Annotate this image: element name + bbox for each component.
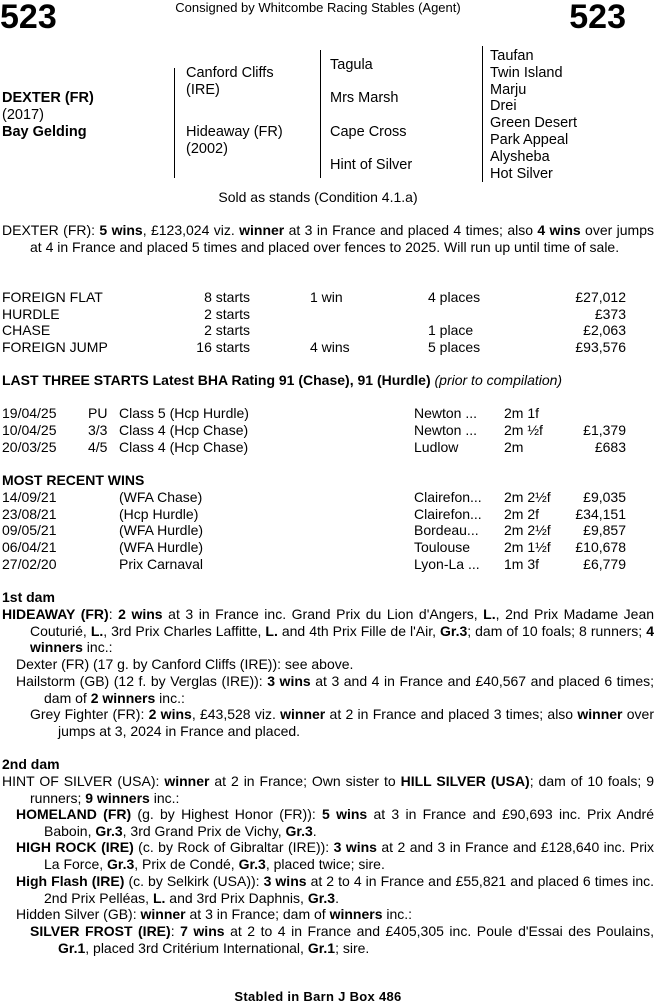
second-dam-main: HINT OF SILVER (USA): winner at 2 in France; Own sister to HILL SILVER (USA); dam of 10 foals; 9 runners; 9 winners inc.: [2, 773, 654, 806]
win-row: 27/02/20 Prix Carnaval Lyon-La ... 1m 3f £6,779 [2, 556, 626, 572]
consignor: Consigned by Whitcombe Racing Stables (Agent) [175, 0, 461, 15]
pedigree-divider-3 [482, 46, 483, 182]
first-dam-progeny-hailstorm: Hailstorm (GB) (12 f. by Verglas (IRE)): 3 wins at 3 and 4 in France and £40,567 and placed 6 times; dam of 2 winners inc.: [16, 673, 654, 706]
career-row: FOREIGN FLAT 8 starts 1 win 4 places £27,012 [2, 289, 626, 305]
pedigree-dam: Hideaway (FR) (2002) [186, 124, 283, 157]
win-row: 09/05/21 (WFA Hurdle) Bordeau... 2m 2½f £9,857 [2, 522, 626, 538]
win-row: 23/08/21 (Hcp Hurdle) Clairefon... 2m 2f £34,151 [2, 506, 626, 522]
lot-number-right: 523 [569, 0, 626, 36]
second-dam-progeny-hidden-silver: Hidden Silver (GB): winner at 3 in France; dam of winners inc.: [16, 906, 413, 922]
pedigree-gen3-1: Tagula [330, 57, 373, 73]
career-row: FOREIGN JUMP 16 starts 4 wins 5 places £93,576 [2, 339, 626, 355]
second-dam-progeny-high-rock: HIGH ROCK (IRE) (c. by Rock of Gibraltar (IRE)): 3 wins at 2 and 3 in France and £128,640 inc. Prix La Force, Gr.3, Prix de Condé, Gr.3, placed twice; sire. [16, 839, 654, 872]
start-row: 20/03/25 4/5 Class 4 (Hcp Chase) Ludlow 2m £683 [2, 439, 626, 455]
win-row: 06/04/21 (WFA Hurdle) Toulouse 2m 1½f £10,678 [2, 539, 626, 555]
pedigree-divider-2 [320, 50, 321, 178]
horse-description: Bay Gelding [2, 124, 87, 140]
first-dam-main: HIDEAWAY (FR): 2 wins at 3 in France inc. Grand Prix du Lion d'Angers, L., 2nd Prix Madame Jean Couturié, L., 3rd Prix Charles Laffitte, L. and 4th Prix Fille de l'Air, Gr.3; dam of 10 foals; 8 runners; 4 winners inc.: [2, 606, 654, 656]
horse-year: (2017) [2, 107, 44, 123]
start-row: 10/04/25 3/3 Class 4 (Hcp Chase) Newton ... 2m ½f £1,379 [2, 422, 626, 438]
second-dam-progeny-silver-frost: SILVER FROST (IRE): 7 wins at 2 to 4 in France and £405,305 inc. Poule d'Essai des Poulains, Gr.1, placed 3rd Critérium International, Gr.1; sire. [30, 923, 654, 956]
second-dam-progeny-high-flash: High Flash (IRE) (c. by Selkirk (USA)): 3 wins at 2 to 4 in France and £55,821 and placed 6 times inc. 2nd Prix Pelléas, L. and 3rd Prix Daphnis, Gr.3. [16, 873, 654, 906]
career-row: CHASE 2 starts 1 place £2,063 [2, 322, 626, 338]
career-row: HURDLE 2 starts £373 [2, 306, 626, 322]
win-row: 14/09/21 (WFA Chase) Clairefon... 2m 2½f £9,035 [2, 489, 626, 505]
pedigree-gen3-3: Cape Cross [330, 124, 407, 140]
stabling-footer: Stabled in Barn J Box 486 [234, 989, 402, 1005]
horse-name: DEXTER (FR) [2, 90, 94, 106]
last-three-heading: LAST THREE STARTS Latest BHA Rating 91 (Chase), 91 (Hurdle) (prior to compilation) [2, 372, 563, 388]
first-dam-heading: 1st dam [2, 589, 55, 605]
start-row: 19/04/25 PU Class 5 (Hcp Hurdle) Newton ... 2m 1f [2, 405, 540, 421]
second-dam-heading: 2nd dam [2, 756, 60, 772]
lot-number-left: 523 [0, 0, 57, 36]
pedigree-divider-1 [174, 68, 175, 178]
pedigree-gen3-4: Hint of Silver [330, 157, 413, 173]
race-summary: DEXTER (FR): 5 wins, £123,024 viz. winner at 3 in France and placed 4 times; also 4 wins over jumps at 4 in France and placed 5 times and placed over fences to 2025. Will run up until time of sale. [2, 222, 654, 255]
recent-wins-heading: MOST RECENT WINS [2, 472, 145, 488]
first-dam-progeny-grey-fighter: Grey Fighter (FR): 2 wins, £43,528 viz. winner at 2 in France and placed 3 times; also winner over jumps at 3, 2024 in France and placed. [30, 706, 654, 739]
pedigree-gen3-2: Mrs Marsh [330, 90, 399, 106]
second-dam-progeny-homeland: HOMELAND (FR) (g. by Highest Honor (FR)): 5 wins at 3 in France and £90,693 inc. Prix André Baboin, Gr.3, 3rd Grand Prix de Vichy, Gr.3. [16, 806, 654, 839]
sale-condition: Sold as stands (Condition 4.1.a) [218, 189, 418, 205]
pedigree-sire: Canford Cliffs (IRE) [186, 65, 274, 98]
first-dam-progeny-dexter: Dexter (FR) (17 g. by Canford Cliffs (IRE)): see above. [16, 656, 354, 672]
pedigree-gen4: Taufan Twin Island Marju Drei Green Desert Park Appeal Alysheba Hot Silver [490, 48, 578, 182]
